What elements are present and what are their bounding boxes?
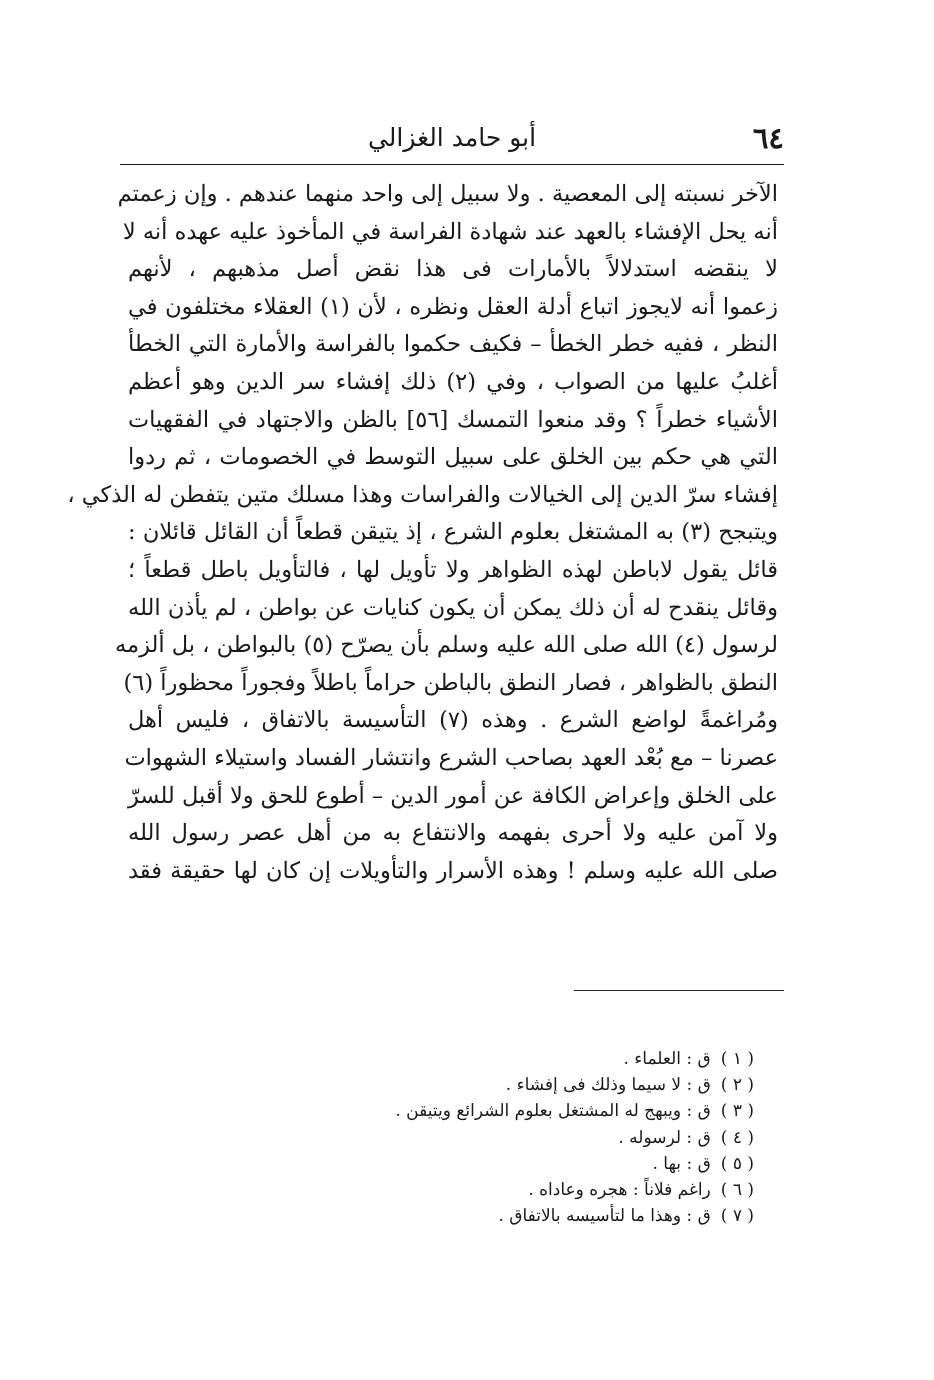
- footnote-text: ق : العلماء .: [623, 1049, 711, 1069]
- footnote-marker: ( ٤ ): [720, 1127, 754, 1148]
- text-line: أنه يحل الإفشاء بالعهد عند شهادة الفراسة في المأخوذ عليه عهده أنه لا: [122, 218, 778, 245]
- footnote-marker: ( ١ ): [720, 1049, 754, 1069]
- footnote-text: راغم فلاناً : هجره وعاداه .: [528, 1179, 711, 1200]
- footnote: [254, 1072, 754, 1098]
- text-line: ويتبجح (٣) به المشتغل بعلوم الشرع ، إذ يتيقن قطعاً أن القائل قائلان :: [128, 519, 778, 546]
- text-line: أغلبُ عليها من الصواب ، وفي (٢) ذلك إفشاء سر الدين وهو أعظم: [128, 368, 778, 395]
- text-line: النظر ، ففيه خطر الخطأ – فكيف حكموا بالفراسة والأمارة التي الخطأ: [128, 331, 778, 358]
- footnote: [254, 1177, 754, 1203]
- text-line: التي هي حكم بين الخلق على سبيل التوسط في الخصومات ، ثم ردوا: [128, 444, 778, 471]
- text-line: الآخر نسبته إلى المعصية . ولا سبيل إلى واحد منهما عندهم . وإن زعمتم: [117, 181, 778, 207]
- text-line: ولا آمن عليه ولا أحرى بفهمه والانتفاع به من أهل عصر رسول الله: [128, 820, 778, 847]
- footnote: [254, 1151, 754, 1177]
- footnote-text: ق : لرسوله .: [618, 1127, 711, 1148]
- footnote: [254, 1046, 754, 1072]
- running-title: أبو حامد الغزالي: [367, 123, 537, 152]
- footnote-marker: ( ٦ ): [720, 1179, 754, 1200]
- footnote-marker: ( ٣ ): [720, 1101, 754, 1122]
- footnote-text: ق : بها .: [652, 1153, 711, 1174]
- text-line: لا ينقضه استدلالاً بالأمارات فى هذا نقض أصل مذهبهم ، لأنهم: [128, 256, 778, 283]
- text-line: ومُراغمةً لواضع الشرع . وهذه (٧) التأسيسة بالاتفاق ، فليس أهل: [128, 707, 778, 734]
- text-line: صلى الله عليه وسلم ! وهذه الأسرار والتأويلات إن كان لها حقيقة فقد: [128, 857, 778, 884]
- text-line: لرسول (٤) الله صلى الله عليه وسلم بأن يصرّح (٥) بالبواطن ، بل ألزمه: [114, 632, 778, 659]
- text-line: على الخلق وإعراض الكافة عن أمور الدين – أطوع للحق ولا أقبل للسرّ: [128, 782, 778, 809]
- footnote: [254, 1203, 754, 1229]
- text-line: قائل يقول لاباطن لهذه الظواهر ولا تأويل لها ، فالتأويل باطل قطعاً ؛: [128, 556, 778, 583]
- page-header: [120, 118, 784, 158]
- footnote-marker: ( ٧ ): [720, 1206, 754, 1227]
- text-line: النطق بالظواهر ، فصار النطق بالباطن حراماً باطلاً وفجوراً محظوراً (٦): [123, 669, 778, 696]
- footnote-marker: ( ٢ ): [720, 1075, 754, 1096]
- header-rule: [120, 164, 784, 165]
- text-line: عصرنا – مع بُعْد العهد بصاحب الشرع وانتشار الفساد واستيلاء الشهوات: [124, 744, 778, 771]
- footnote: [254, 1125, 754, 1151]
- main-text: [67, 176, 779, 890]
- text-line: الأشياء خطراً ؟ وقد منعوا التمسك [٥٦] بالظن والاجتهاد في الفقهيات: [128, 406, 779, 433]
- footnote-marker: ( ٥ ): [720, 1153, 754, 1174]
- footnote-text: ق : وهذا ما لتأسيسه بالاتفاق .: [498, 1206, 711, 1227]
- text-line: وقائل ينقدح له أن ذلك يمكن أن يكون كنايات عن بواطن ، لم يأذن الله: [128, 594, 778, 621]
- footnote-text: ق : لا سيما وذلك فى إفشاء .: [505, 1075, 711, 1096]
- footnote-separator: [574, 990, 784, 991]
- footnote-text: ق : ويبهج له المشتغل بعلوم الشرائع ويتيقن .: [395, 1101, 711, 1122]
- footnote: [254, 1098, 754, 1124]
- text-line: إفشاء سرّ الدين إلى الخيالات والفراسات وهذا مسلك متين يتفطن له الذكي ،: [67, 481, 778, 508]
- page-number: ٦٤: [752, 121, 784, 155]
- text-line: زعموا أنه لايجوز اتباع أدلة العقل ونظره ، لأن (١) العقلاء مختلفون في: [128, 293, 778, 320]
- footnotes: [254, 1046, 754, 1229]
